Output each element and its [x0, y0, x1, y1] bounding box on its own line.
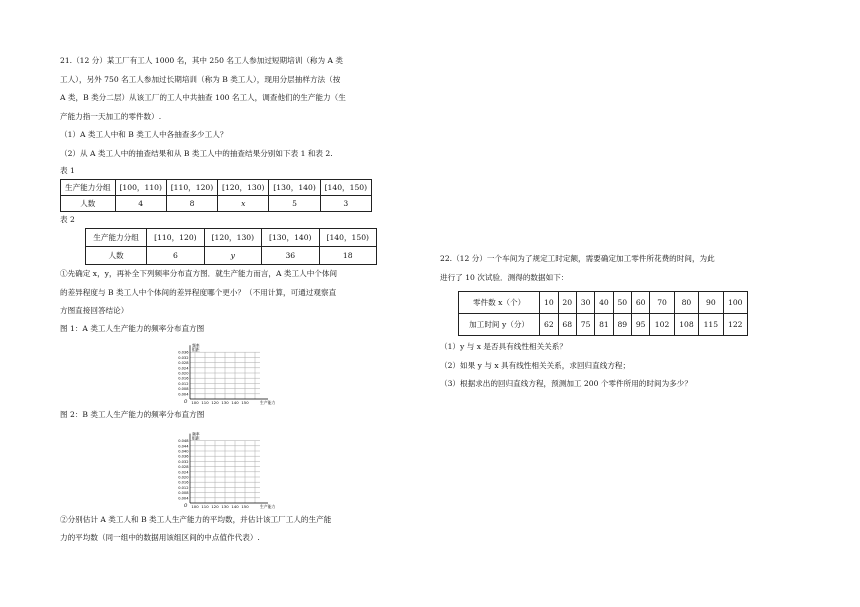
table-cell: 36: [262, 247, 319, 265]
y-tick-label: 0.032: [178, 459, 189, 464]
x-tick-label: 130: [221, 399, 229, 405]
table-cell: [140，150): [319, 229, 377, 247]
table-cell: 60: [631, 292, 649, 314]
table-cell: 115: [699, 314, 723, 336]
table-cell: 零件数 x（个）: [459, 292, 540, 314]
table-cell: [120，130): [218, 180, 269, 196]
origin-label: O: [184, 398, 188, 404]
table-cell: 生产能力分组: [61, 180, 116, 196]
q21-sub1: [60, 265, 382, 321]
q21-stem: [60, 52, 382, 126]
x-tick-label: 100: [191, 399, 199, 405]
x-tick-label: 100: [191, 503, 199, 509]
table-cell: 75: [576, 314, 594, 336]
table-cell: 40: [595, 292, 613, 314]
table-cell: [130，140): [262, 229, 319, 247]
q21-sub2: [60, 511, 382, 548]
q22-part: （3）根据求出的回归直线方程，预测加工 200 个零件所用的时间为多少？: [440, 379, 692, 388]
table-cell: 加工时间 y（分）: [459, 314, 540, 336]
table-cell: 人数: [86, 247, 147, 265]
table-cell: 90: [699, 292, 723, 314]
x-tick-label: 120: [211, 399, 219, 405]
table-cell: 108: [674, 314, 698, 336]
x-axis-title: 生产能力: [260, 503, 276, 509]
table2: [85, 228, 377, 265]
x-axis-title: 生产能力: [260, 399, 276, 405]
q21-sub2-line: ②分别估计 A 类工人和 B 类工人生产能力的平均数，并估计该工厂工人的生产能: [60, 514, 332, 524]
q21-sub1-line: 的差异程度与 B 类工人中个体间的差异程度哪个更小？（不用计算，可通过观察直: [60, 287, 337, 297]
table-cell: [140，150): [320, 180, 371, 196]
y-tick-label: 0.008: [178, 490, 189, 495]
y-tick-label: 0.032: [178, 355, 189, 360]
y-tick-label: 0.044: [178, 443, 189, 448]
table-row: [86, 247, 377, 265]
q21-sub1-line: ①先确定 x，y，再补全下列频率分布直方图．就生产能力而言，A 类工人中个体间: [60, 269, 338, 278]
question-22: [440, 250, 750, 394]
table-cell: 80: [674, 292, 698, 314]
q21-sub2-line: 力的平均数（同一组中的数据用该组区间的中点值作代表）.: [60, 533, 260, 542]
table-cell: 10: [540, 292, 558, 314]
table-cell: 生产能力分组: [86, 229, 147, 247]
table-cell: y: [204, 247, 261, 265]
table-cell: 62: [540, 314, 558, 336]
table-row: [459, 314, 748, 336]
y-tick-label: 0.016: [178, 376, 189, 381]
y-tick-label: 0.036: [178, 454, 189, 459]
table-cell: x: [218, 196, 269, 212]
histogram-grid-b: [168, 423, 280, 511]
y-tick-label: 0.036: [178, 350, 189, 355]
table-cell: 3: [320, 196, 371, 212]
fig2-caption: 图 2：B 类工人生产能力的频率分布直方图: [60, 409, 205, 419]
table2-caption: 表 2: [60, 215, 75, 224]
q21-stem-line: 产能力指一天加工的零件数）.: [60, 111, 162, 121]
table-cell: 18: [319, 247, 377, 265]
origin-label: O: [184, 502, 188, 508]
table-cell: 人数: [61, 196, 116, 212]
x-tick-label: 120: [211, 503, 219, 509]
y-tick-label: 0.012: [178, 485, 189, 490]
q21-part1: （1）A 类工人中和 B 类工人中各抽查多少工人？: [60, 130, 228, 139]
y-tick-label: 0.020: [178, 371, 189, 375]
y-axis-title: 组距: [192, 435, 200, 441]
table-cell: 50: [613, 292, 631, 314]
table-row: [61, 196, 372, 212]
table-row: [61, 180, 372, 196]
table-cell: 122: [723, 314, 747, 336]
q21-part2: （2）从 A 类工人中的抽查结果和从 B 类工人中的抽查结果分别如下表 1 和表 2.: [60, 148, 333, 158]
y-tick-label: 0.028: [178, 464, 189, 469]
q21-stem-line: 21.（12 分）某工厂有工人 1000 名，其中 250 名工人参加过短期培训（称为 A 类: [60, 56, 343, 65]
x-tick-label: 150: [241, 399, 249, 405]
table-cell: 20: [558, 292, 576, 314]
q21-stem-line: 工人），另外 750 名工人参加过长期培训（称为 B 类工人），现用分层抽样方法（按: [60, 74, 341, 84]
table-cell: 89: [613, 314, 631, 336]
y-tick-label: 0.016: [178, 480, 189, 485]
table-row: [86, 229, 377, 247]
table-cell: 95: [631, 314, 649, 336]
table-cell: 4: [115, 196, 166, 212]
table1-caption: 表 1: [60, 166, 75, 175]
q22-part: （1）y 与 x 是否具有线性相关关系？: [440, 342, 567, 351]
q22-stem-line: 进行了 10 次试验．测得的数据如下：: [440, 272, 569, 282]
y-axis-title: 频率: [192, 431, 200, 437]
y-tick-label: 0.028: [178, 360, 189, 365]
y-tick-label: 0.040: [178, 449, 189, 453]
fig1-caption: 图 1：A 类工人生产能力的频率分布直方图: [60, 323, 205, 333]
q22-part: （2）如果 y 与 x 具有线性相关关系，求回归直线方程；: [440, 360, 631, 370]
x-tick-label: 110: [201, 399, 209, 405]
table-cell: 102: [650, 314, 674, 336]
x-tick-label: 140: [231, 503, 239, 509]
table-row: [459, 292, 748, 314]
table-cell: 5: [269, 196, 320, 212]
table-cell: 68: [558, 314, 576, 336]
y-tick-label: 0.008: [178, 386, 189, 391]
x-tick-label: 150: [241, 503, 249, 509]
table-cell: [130，140): [269, 180, 320, 196]
question-21: [60, 52, 382, 548]
x-tick-label: 140: [231, 399, 239, 405]
table-cell: 6: [147, 247, 204, 265]
table-cell: 81: [595, 314, 613, 336]
y-tick-label: 0.004: [178, 391, 189, 396]
table-cell: 100: [723, 292, 747, 314]
y-tick-label: 0.048: [178, 438, 189, 443]
y-tick-label: 0.012: [178, 381, 189, 386]
table-cell: [100，110): [115, 180, 166, 196]
y-tick-label: 0.024: [178, 365, 189, 370]
q22-data-table: [458, 291, 748, 336]
x-tick-label: 110: [201, 503, 209, 509]
table-cell: 30: [576, 292, 594, 314]
table-cell: [110，120): [147, 229, 204, 247]
q21-stem-line: A 类，B 类分二层）从该工厂的工人中共抽查 100 名工人，调查他们的生产能力（生: [60, 93, 346, 102]
x-tick-label: 130: [221, 503, 229, 509]
y-tick-label: 0.004: [178, 495, 189, 500]
histogram-grid-a: [168, 337, 280, 407]
q22-stem-line: 22.（12 分）一个车间为了规定工时定额，需要确定加工零件所花费的时间，为此: [440, 254, 715, 263]
table-cell: 70: [650, 292, 674, 314]
y-tick-label: 0.024: [178, 469, 189, 474]
y-axis-title: 组距: [192, 346, 200, 352]
y-tick-label: 0.020: [178, 475, 189, 479]
y-axis-title: 频率: [192, 342, 200, 348]
table-cell: 8: [166, 196, 217, 212]
table-cell: [110，120): [166, 180, 217, 196]
q21-sub1-line: 方图直接回答结论）: [60, 306, 129, 315]
table-cell: [120，130): [204, 229, 261, 247]
table1: [60, 179, 372, 212]
